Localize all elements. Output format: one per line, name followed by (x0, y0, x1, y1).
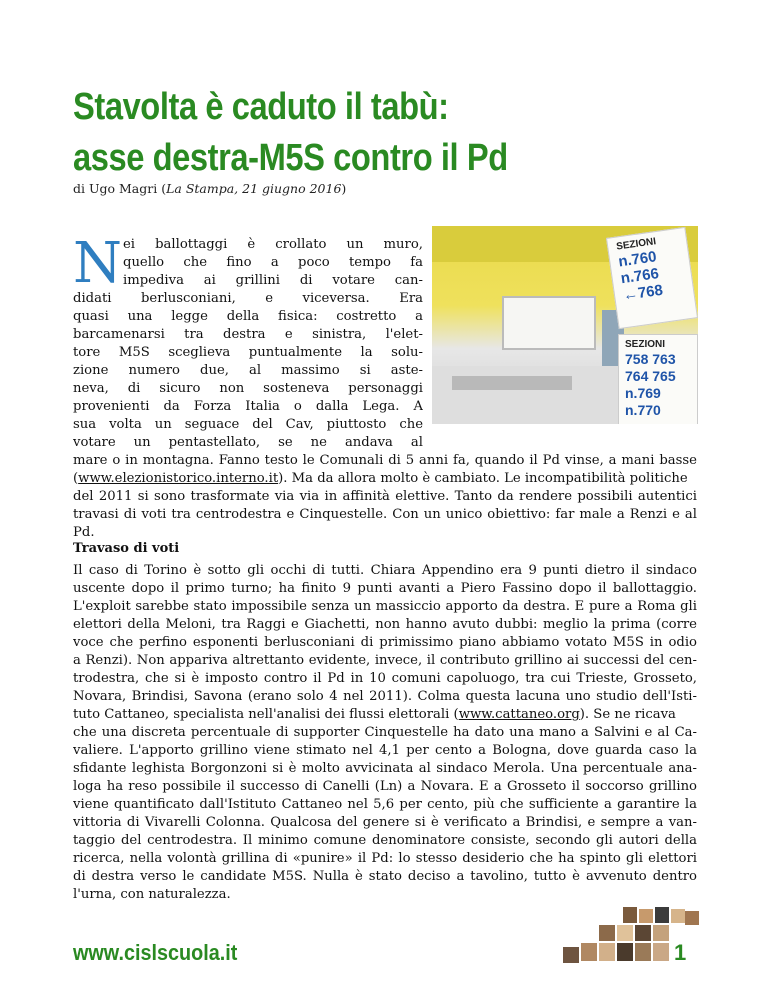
intro-line: didati berlusconiani, e viceversa. Era (73, 291, 423, 306)
intro-line: quello che fino a poco tempo fa (123, 255, 423, 270)
body-line: trodestra, che si è imposto contro il Pd in 10 comuni capoluogo, tra cui Trieste, Grosseto, (73, 671, 697, 686)
body-line: taggio del centrodestra. Il minimo comune denominatore consiste, secondo gli autori della (73, 833, 697, 848)
sign-header: SEZIONI (625, 339, 666, 350)
face-thumb (685, 911, 699, 925)
body-line: Il caso di Torino è sotto gli occhi di tutti. Chiara Appendino era 9 punti dietro il sindaco (73, 563, 697, 578)
body-line: elettori della Meloni, tra Raggi e Giachetti, non hanno avuto dubbi: meglio la prima (corre (73, 617, 697, 632)
face-thumb (581, 943, 597, 961)
byline-prefix: di Ugo Magri ( (73, 181, 167, 196)
section-heading: Travaso di voti (73, 541, 180, 556)
body-line: che una discreta percentuale di supporter Cinquestelle ha dato una mano a Salvini e al Ca- (73, 725, 697, 740)
face-thumb (653, 943, 669, 961)
intro-line: mare o in montagna. Fanno testo le Comunali di 5 anni fa, quando il Pd vinse, a mani basse (73, 453, 697, 468)
text: ). Ma da allora molto è cambiato. Le incompatibilità politiche (278, 471, 688, 486)
text: tuto Cattaneo, specialista nell'analisi dei flussi elettorali ( (73, 707, 459, 722)
face-thumb (653, 925, 669, 941)
face-thumb (599, 925, 615, 941)
body-line: uscente dopo il primo turno; ha finito 9 punti avanti a Piero Fassino dopo il ballottaggio. (73, 581, 697, 596)
face-thumb (655, 907, 669, 923)
intro-line: tore M5S sceglieva puntualmente la solu- (73, 345, 423, 360)
face-thumb (599, 943, 615, 961)
body-line (73, 706, 676, 724)
intro-line: provenienti da Forza Italia o dalla Lega. A (73, 399, 423, 414)
intro-line: barcamenarsi tra destra e sinistra, l'elet- (73, 327, 423, 342)
body-line: di destra verso le candidate M5S. Nulla è stato deciso a tavolino, tutto è avvenuto dentro (73, 869, 697, 884)
face-thumb (617, 925, 633, 941)
article-photo (432, 226, 698, 424)
photo-window (502, 296, 596, 350)
page-number: 1 (674, 940, 687, 965)
text: ). Se ne ricava (579, 707, 676, 722)
intro-line: quasi una legge della fisica: costretto a (73, 309, 423, 324)
footer-url[interactable]: www.cislscuola.it (73, 940, 238, 965)
intro-line: Pd. (73, 525, 95, 540)
body-line: vittoria di Vivarelli Colonna. Qualcosa del genere si è verificato a Brindisi, e sempre a van- (73, 815, 697, 830)
sign-header: SEZIONI (615, 236, 657, 253)
body-line: loga ha reso possibile il successo di Canelli (Ln) a Novara. E a Grosseto il soccorso grillino (73, 779, 697, 794)
elezionistorico-link[interactable]: www.elezionistorico.interno.it (78, 471, 279, 486)
sign-number: 764 765 (625, 368, 676, 384)
body-line: L'exploit sarebbe stato impossibile senza un massiccio apporto da destra. E pure a Roma gli (73, 599, 697, 614)
body-line: valiere. L'apporto grillino viene stimato nel 4,1 per cento a Bologna, dove guarda caso la (73, 743, 697, 758)
sign-number: n.766 (619, 265, 660, 288)
photo-sign-lower (618, 334, 698, 424)
body-line: sfidante leghista Borgonzoni si è molto avvicinata al sindaco Merola. Una percentuale ana- (73, 761, 697, 776)
article-title (73, 82, 623, 184)
photo-sign-upper (606, 227, 698, 329)
sign-number: n.770 (625, 402, 661, 418)
body-line: ricerca, nella volontà grillina di «punire» il Pd: lo stesso desiderio che ha spinto gli elettori (73, 851, 697, 866)
intro-line: neva, di sicuro non sosteneva personaggi (73, 381, 423, 396)
byline-suffix: ) (341, 181, 347, 196)
byline (73, 181, 346, 196)
body-line: voce che perfino esponenti berlusconiani di primissimo piano abbiamo votato M5S in odio (73, 635, 697, 650)
sign-number: ←768 (621, 281, 665, 305)
intro-line (73, 470, 688, 488)
face-thumb (563, 947, 579, 963)
intro-line: sua volta un seguace del Cav, piuttosto che (73, 417, 423, 432)
body-line: viene quantificato dall'Istituto Cattaneo nel 5,6 per cento, più che sufficiente a garantire la (73, 797, 697, 812)
intro-line: ei ballottaggi è crollato un muro, (123, 237, 423, 252)
body-line: Novara, Brindisi, Savona (erano solo 4 nel 2011). Colma questa lacuna uno studio dell'Isti- (73, 689, 697, 704)
byline-source: La Stampa, 21 giugno 2016 (166, 181, 342, 196)
title-line-1: Stavolta è caduto il tabù: (73, 86, 449, 128)
text: ( (73, 471, 79, 486)
title-line-2: asse destra-M5S contro il Pd (73, 137, 508, 179)
sign-number: n.760 (617, 248, 658, 271)
drop-cap: N (73, 231, 122, 296)
face-thumb (639, 909, 653, 923)
sign-number: n.769 (625, 385, 661, 401)
face-thumb (617, 943, 633, 961)
body-line: a Renzi). Non appariva altrettanto evidente, invece, il contributo grillino ai successi del cen- (73, 653, 697, 668)
sign-number: 758 763 (625, 351, 676, 367)
photo-desk (452, 376, 572, 390)
intro-line: impediva ai grillini di votare can- (123, 273, 423, 288)
face-thumb (623, 907, 637, 923)
intro-line: del 2011 si sono trasformate via via in affinità elettive. Tanto da rendere possibili autentici (73, 489, 697, 504)
intro-line: travasi di voti tra centrodestra e Cinquestelle. Con un unico obiettivo: far male a Renzi e al (73, 507, 697, 522)
intro-line: zione numero due, al massimo si aste- (73, 363, 423, 378)
body-line: l'urna, con naturalezza. (73, 887, 231, 902)
face-thumb (635, 943, 651, 961)
cattaneo-link[interactable]: www.cattaneo.org (458, 707, 580, 722)
face-thumb (671, 909, 685, 923)
intro-line: votare un pentastellato, se ne andava al (73, 435, 423, 450)
face-thumb (635, 925, 651, 941)
